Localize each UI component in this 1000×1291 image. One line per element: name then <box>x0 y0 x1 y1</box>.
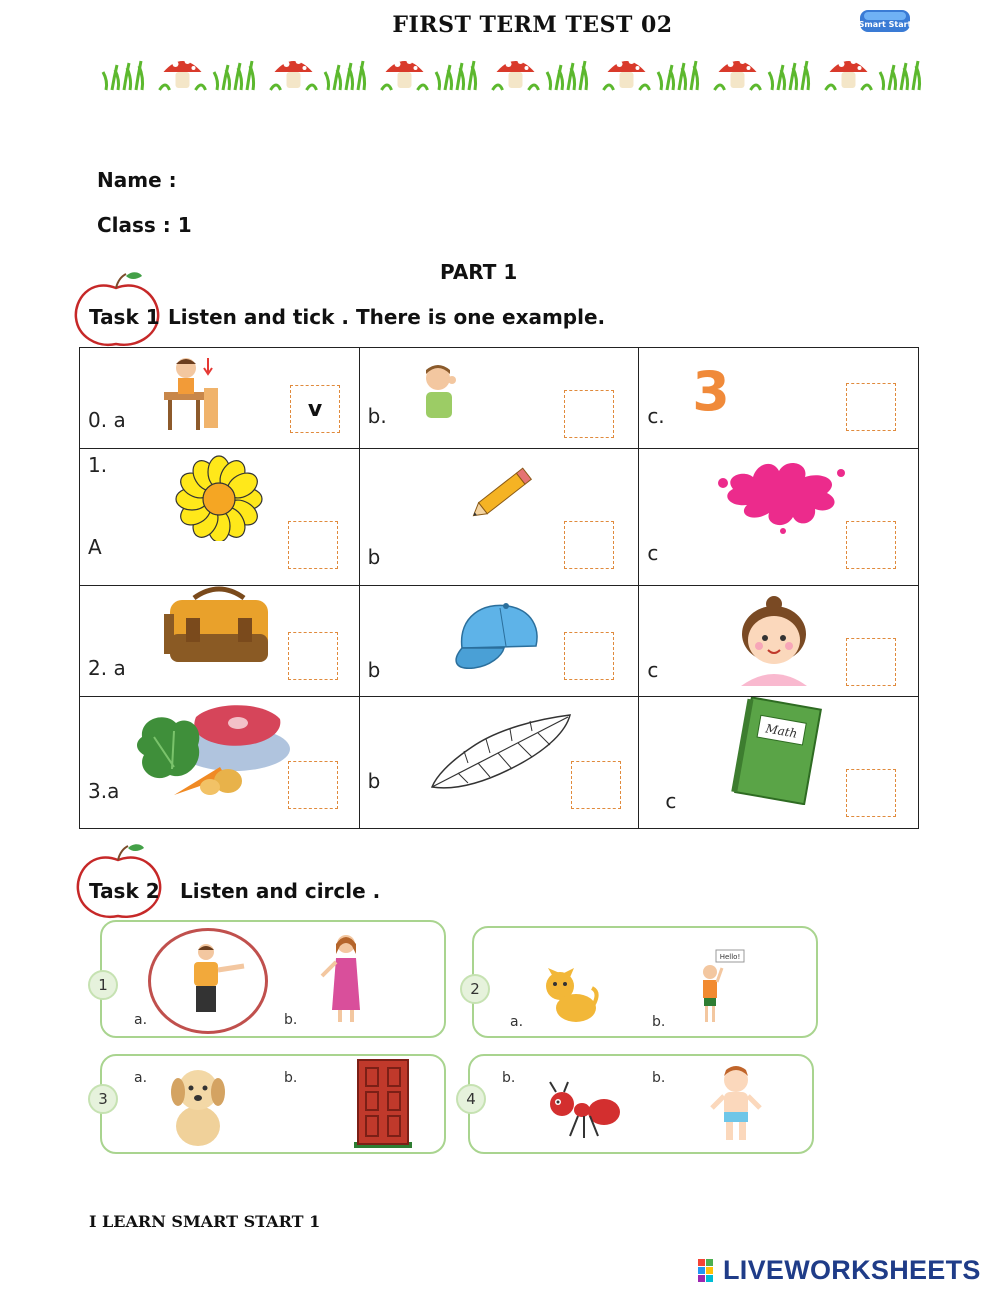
worksheet-title: FIRST TERM TEST 02 <box>392 12 673 38</box>
option-label: b <box>367 658 381 682</box>
number-three-icon <box>691 362 731 418</box>
liveworksheets-mark-icon <box>697 1258 723 1284</box>
item-number-badge: 2 <box>460 974 490 1004</box>
cat-icon[interactable] <box>540 964 600 1026</box>
grass-icon <box>658 61 698 90</box>
woman-icon[interactable] <box>316 932 372 1026</box>
boy-waving-icon[interactable] <box>696 948 748 1028</box>
cell-2b <box>359 586 639 697</box>
tick-box[interactable] <box>846 769 896 817</box>
task1-table <box>79 347 919 829</box>
grass-icon <box>325 61 365 90</box>
table-row <box>80 586 919 697</box>
option-label: b. <box>367 404 387 428</box>
item-number-badge: 4 <box>456 1084 486 1114</box>
grass-icon <box>769 61 809 90</box>
tick-box[interactable] <box>564 521 614 569</box>
option-a-label: a. <box>134 1070 148 1086</box>
tick-box[interactable] <box>571 761 621 809</box>
option-label: 3.a <box>88 779 120 803</box>
task2-item-1 <box>100 920 446 1038</box>
tick-box[interactable] <box>846 638 896 686</box>
ant-icon[interactable] <box>542 1080 624 1142</box>
logo-text: Smart Start <box>858 20 912 29</box>
speech-bubble-text: Hello! <box>719 953 741 961</box>
task2-item-4 <box>468 1054 814 1154</box>
tick-box[interactable]: v <box>290 385 340 433</box>
option-b-label: b. <box>652 1070 666 1086</box>
option-b-label: b. <box>284 1070 298 1086</box>
cell-0b <box>359 348 639 449</box>
grass-icon <box>436 61 476 90</box>
mushroom-icon <box>271 58 317 90</box>
option-a-label: a. <box>510 1014 524 1030</box>
grass-mushroom-border <box>100 52 930 92</box>
cap-icon <box>444 598 544 672</box>
tick-box[interactable] <box>288 521 338 569</box>
grass-icon <box>547 61 587 90</box>
leaf-icon <box>428 711 574 793</box>
boy-listening-icon <box>416 362 464 424</box>
option-label: b <box>367 545 381 569</box>
name-field-label: Name : <box>97 168 177 192</box>
smart-start-logo-icon <box>858 8 912 34</box>
baby-boy-icon[interactable] <box>706 1064 768 1144</box>
math-book-title: Math <box>764 721 799 741</box>
dog-icon[interactable] <box>164 1062 230 1150</box>
pink-paint-splash-icon <box>713 453 849 535</box>
tick-box[interactable] <box>846 521 896 569</box>
tick-box[interactable] <box>288 761 338 809</box>
cell-0a <box>80 348 360 449</box>
series-footer: I LEARN SMART START 1 <box>89 1212 321 1231</box>
food-meat-vegetables-icon <box>134 697 294 809</box>
task2-item-3 <box>100 1054 446 1154</box>
option-label: c <box>647 658 659 682</box>
grass-icon <box>880 61 920 90</box>
option-a-label: a. <box>134 1012 148 1028</box>
man-icon[interactable] <box>180 942 250 1016</box>
task2-item-2 <box>472 926 818 1038</box>
mushroom-icon <box>715 58 761 90</box>
table-row <box>80 348 919 449</box>
cell-1a <box>80 449 360 586</box>
mushroom-icon <box>382 58 428 90</box>
task2-instruction: Listen and circle . <box>180 879 381 903</box>
table-row <box>80 449 919 586</box>
option-a-label: b. <box>502 1070 516 1086</box>
grass-icon <box>103 61 143 90</box>
boy-at-desk-icon <box>160 352 222 432</box>
tick-box[interactable] <box>846 383 896 431</box>
option-label: c <box>665 789 677 813</box>
tick-box[interactable] <box>564 632 614 680</box>
task2-label: Task 2 <box>89 879 160 903</box>
cell-1b <box>359 449 639 586</box>
task1-instruction: Listen and tick . There is one example. <box>168 305 606 329</box>
tick-box[interactable] <box>288 632 338 680</box>
mushroom-icon <box>826 58 872 90</box>
item-number-badge: 1 <box>88 970 118 1000</box>
task1-label: Task 1 <box>89 305 160 329</box>
liveworksheets-brand: LIVEWORKSHEETS <box>723 1255 981 1285</box>
girl-face-icon <box>727 594 821 686</box>
option-label: c. <box>647 404 665 428</box>
option-b-label: b. <box>652 1014 666 1030</box>
liveworksheets-logo[interactable] <box>697 1255 981 1286</box>
door-icon[interactable] <box>350 1056 416 1150</box>
cell-0c <box>639 348 919 449</box>
row-number: 1. <box>88 453 108 477</box>
class-field-label: Class : 1 <box>97 213 192 237</box>
cell-3a <box>80 697 360 829</box>
mushroom-icon <box>493 58 539 90</box>
cell-2a <box>80 586 360 697</box>
option-b-label: b. <box>284 1012 298 1028</box>
option-label: c <box>647 541 659 565</box>
grass-icon <box>214 61 254 90</box>
option-label: 2. a <box>88 656 126 680</box>
table-row <box>80 697 919 829</box>
cell-3c <box>639 697 919 829</box>
item-number-badge: 3 <box>88 1084 118 1114</box>
mushroom-icon <box>160 58 206 90</box>
math-book-icon <box>731 697 827 805</box>
mushroom-icon <box>604 58 650 90</box>
number-three-text: 3 <box>692 362 731 418</box>
pencil-icon <box>464 459 544 527</box>
cell-1c <box>639 449 919 586</box>
school-bag-icon <box>164 584 274 668</box>
cell-2c <box>639 586 919 697</box>
flower-icon <box>166 455 272 541</box>
part-heading: PART 1 <box>440 260 518 284</box>
option-label: A <box>88 535 102 559</box>
option-label: b <box>367 769 381 793</box>
cell-3b <box>359 697 639 829</box>
tick-box[interactable] <box>564 390 614 438</box>
option-label: 0. a <box>88 408 126 432</box>
